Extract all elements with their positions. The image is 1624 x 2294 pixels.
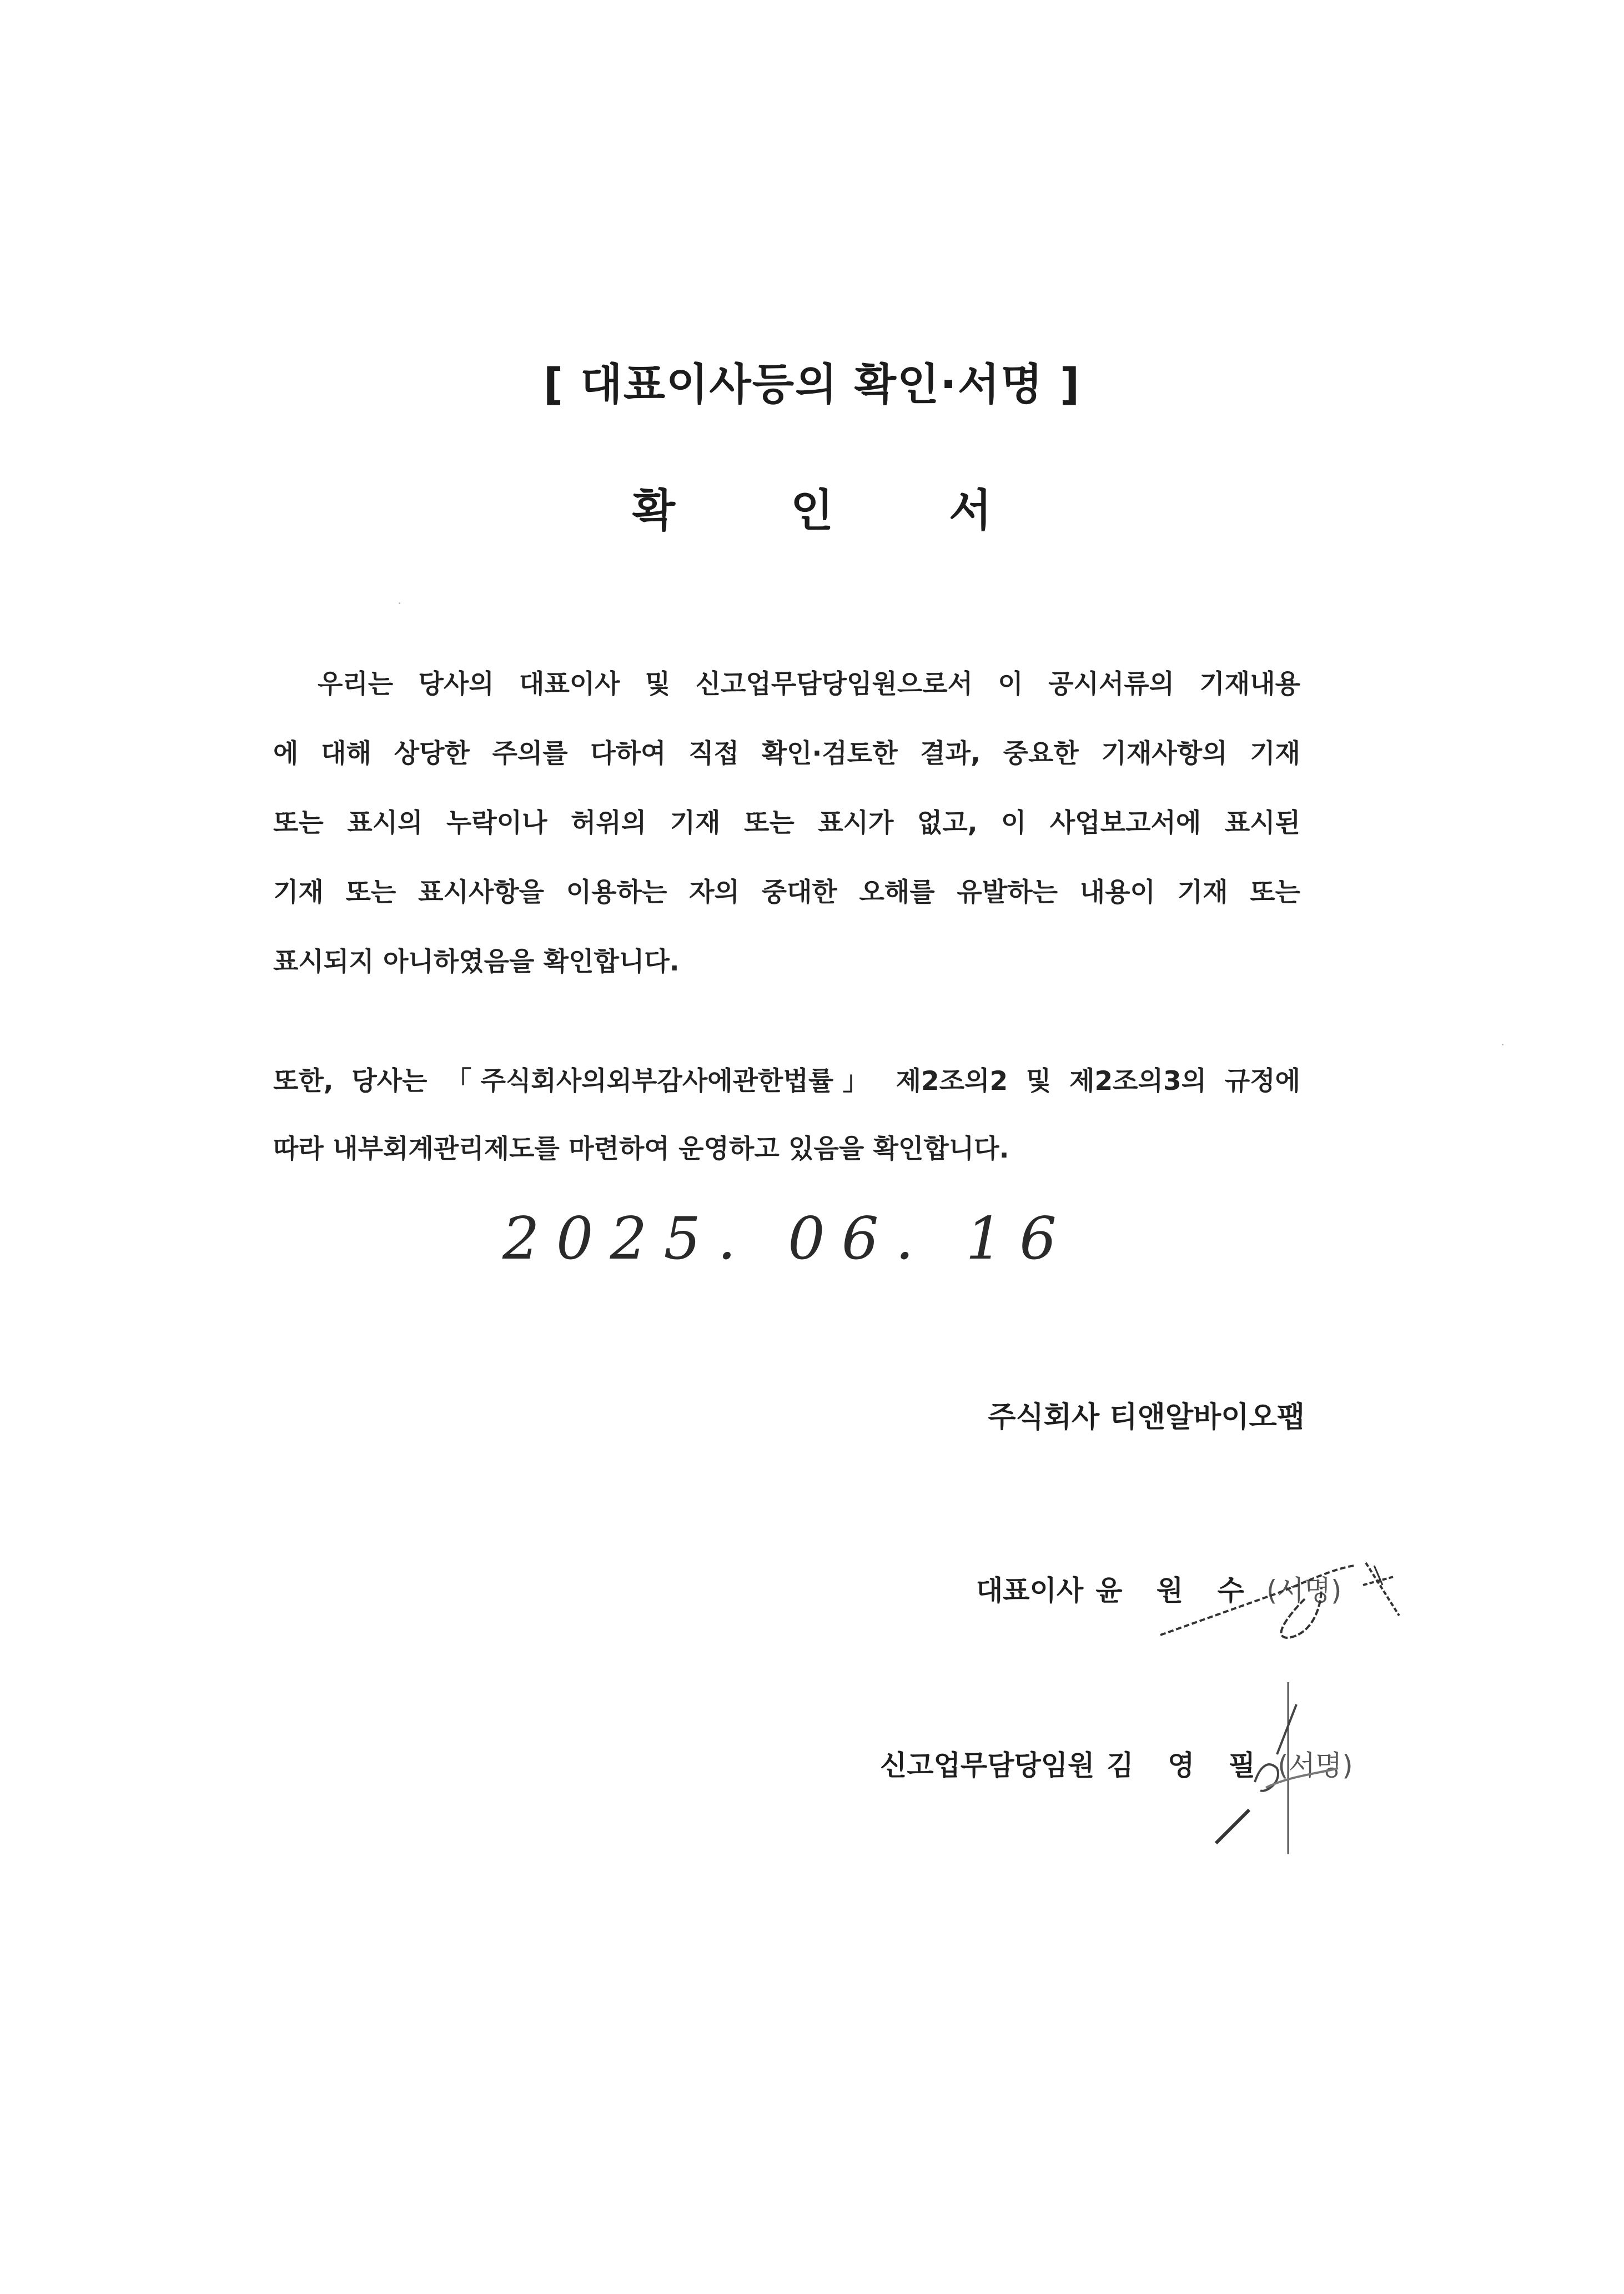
handwritten-date: 2025. 06. 16 xyxy=(502,1205,1073,1272)
signatory-name: 윤 원 수 xyxy=(1095,1574,1256,1607)
document-title: 확 인 서 xyxy=(632,485,1042,536)
paragraph-line: 우리는 당사의 대표이사 및 신고업무담당임원으로서 이 공시서류의 기재내용 xyxy=(318,669,1300,700)
signatory-title: 대표이사 xyxy=(976,1574,1084,1607)
paragraph-line: 따라 내부회계관리제도를 마련하여 운영하고 있음을 확인합니다. xyxy=(273,1134,1009,1164)
signatory-title: 신고업무담당임원 xyxy=(880,1749,1095,1782)
company-name: 주식회사 티앤알바이오팹 xyxy=(988,1401,1305,1434)
paragraph-line: 표시되지 아니하였음을 확인합니다. xyxy=(273,947,680,977)
ceo-signatory xyxy=(976,1568,1342,1608)
paragraph-line: 에 대해 상당한 주의를 다하여 직접 확인·검토한 결과, 중요한 기재사항의 기재 xyxy=(273,738,1300,769)
disclosure-officer-signatory xyxy=(880,1743,1353,1783)
section-heading: [ 대표이사등의 확인·서명 ] xyxy=(543,360,1081,410)
signatory-name: 김 영 필 xyxy=(1107,1749,1268,1782)
paragraph-line: 기재 또는 표시사항을 이용하는 자의 중대한 오해를 유발하는 내용이 기재 또는 xyxy=(273,877,1300,908)
scan-speck xyxy=(399,602,400,604)
paragraph-line: 또는 표시의 누락이나 허위의 기재 또는 표시가 없고, 이 사업보고서에 표시된 xyxy=(273,808,1300,838)
scan-speck xyxy=(1502,1044,1504,1045)
signature-mark: (서명) xyxy=(1266,1574,1342,1607)
signature-mark: (서명) xyxy=(1278,1749,1353,1782)
paragraph-line: 또한, 당사는 「주식회사의외부감사에관한법률」 제2조의2 및 제2조의3의 규정에 xyxy=(273,1066,1300,1096)
